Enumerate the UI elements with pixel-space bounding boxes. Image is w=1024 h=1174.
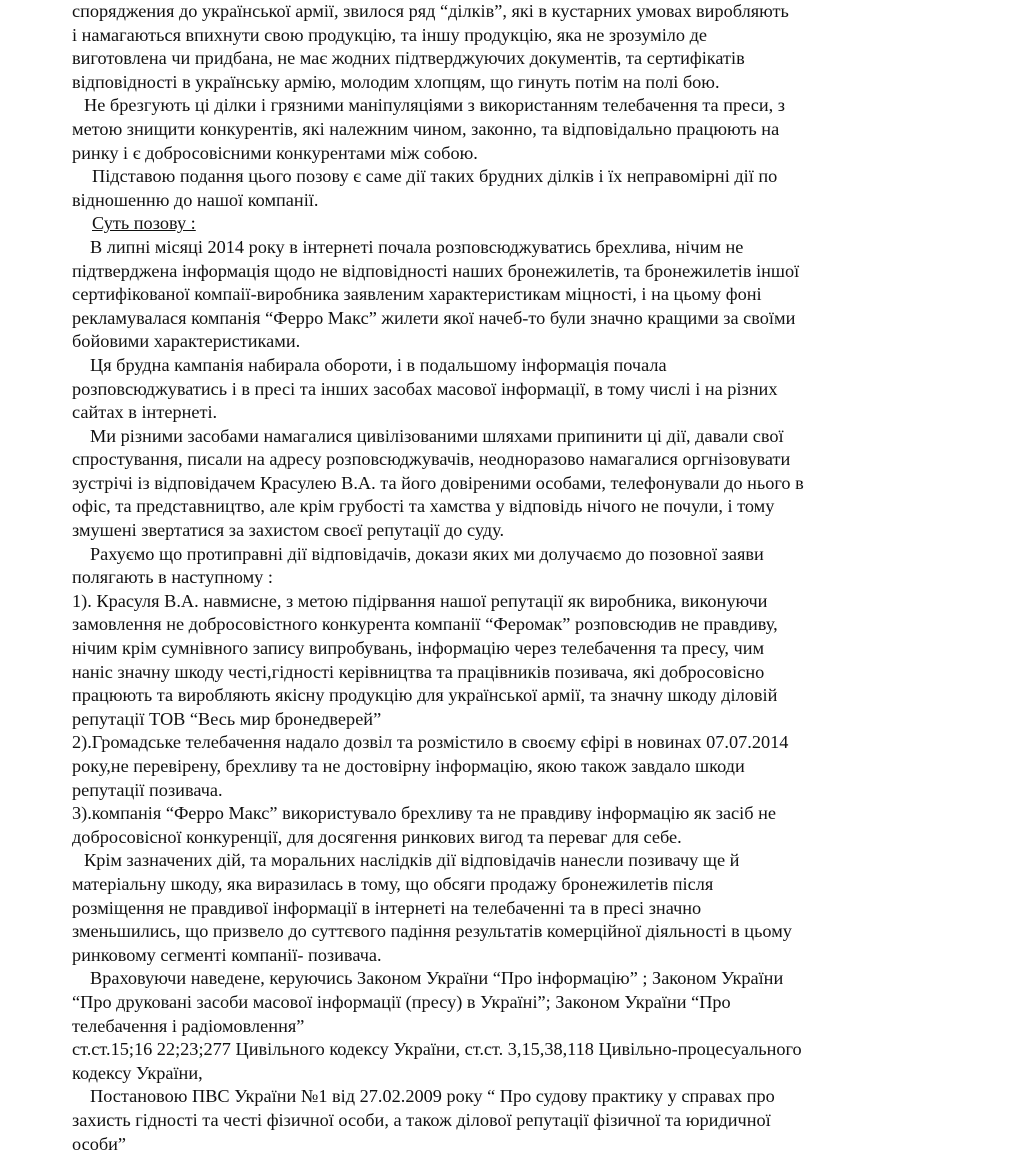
text-line: Ця брудна кампанія набирала обороти, і в подальшому інформація почала [90, 354, 667, 375]
text-line: кодексу України, [72, 1062, 203, 1083]
text-line: телебачення і радіомовлення” [72, 1015, 305, 1036]
text-line: “Про друковані засоби масової інформації (пресу) в Україні”; Законом України “Про [72, 991, 731, 1012]
text-line: матеріальну шкоду, яка виразилась в тому, що обсяги продажу бронежилетів після [72, 873, 714, 894]
text-line: нічим крім сумнівного запису випробувань, інформацію через телебачення та пресу, чим [72, 638, 765, 659]
text-line: репутації ТОВ “Весь мир бронедверей” [72, 708, 382, 729]
text-line: розповсюджуватись і в пресі та інших засобах масової інформації, в тому числі і на різних [72, 378, 778, 399]
text-line: сайтах в інтернеті. [72, 402, 218, 423]
text-line: Враховуючи наведене, керуючись Законом України “Про інформацію” ; Законом України [90, 968, 784, 989]
text-line: полягають в наступному : [72, 567, 273, 588]
list-item: 1). Красуля В.А. навмисне, з метою підірвання нашої репутації як виробника, виконуючи [72, 590, 768, 611]
document-body [72, 0, 972, 1156]
list-item: 3).компанія “Ферро Макс” використувало брехливу та не правдиву інформацію як засіб не [72, 803, 777, 824]
text-line: зменьшились, що призвело до суттєвого падіння результатів комерційної діяльності в цьому [72, 921, 792, 942]
text-line: ст.ст.15;16 22;23;277 Цивільного кодексу України, ст.ст. 3,15,38,118 Цивільно-процесуального [72, 1039, 802, 1060]
text-line: виготовлена чи придбана, не має жодних підтверджуючих документів, та сертифікатів [72, 48, 745, 69]
text-line: сертифікованої компаії-виробника заявленим характеристикам міцності, і на цьому фоні [72, 284, 762, 305]
text-line: Ми різними засобами намагалися цивілізованими шляхами припинити ці дії, давали свої [90, 425, 784, 446]
text-line: спростування, писали на адресу розповсюджувачів, неодноразово намагалися оргнізовувати [72, 449, 791, 470]
text-line: репутації позивача. [72, 779, 223, 800]
text-line: ринку і є добросовісними конкурентами між собою. [72, 142, 478, 163]
text-line: бойовими характеристиками. [72, 331, 301, 352]
text-line: зустрічі із відповідачем Красулею В.А. та його довіреними особами, телефонували до нього в [72, 472, 804, 493]
text-line: рекламувалася компанія “Ферро Макс” жилети якої начеб-то були значно кращими за своїми [72, 307, 796, 328]
text-line: відношенню до нашої компанії. [72, 189, 319, 210]
text-line: відповідності в українську армію, молодим хлопцям, що гинуть потім на полі бою. [72, 71, 720, 92]
text-line: підтверджена інформація щодо не відповідності наших бронежилетів, та бронежилетів іншої [72, 260, 800, 281]
text-line: розміщення не правдивої інформації в інтернеті на телебаченні та в пресі значно [72, 897, 702, 918]
text-line: року,не перевірену, брехливу та не достовірну інформацію, якою також завдало шкоди [72, 756, 745, 776]
text-line: офіс, та представництво, але крім грубості та хамства у відповідь нічого не почули, і тому [72, 496, 775, 517]
text-line: Рахуємо що протиправні дії відповідачів, докази яких ми долучаємо до позовної заяви [90, 543, 764, 564]
text-line: ринковому сегменті компанії- позивача. [72, 944, 382, 965]
text-line: В липні місяці 2014 року в інтернеті почала розповсюджуватись брехлива, нічим не [90, 236, 744, 257]
text-line: замовлення не добросовістного конкурента компанії “Феромак” розповсюдив не правдиву, [72, 614, 778, 635]
text-line: змушені звертатися за захистом своєї репутації до суду. [72, 520, 505, 541]
text-line: особи” [72, 1133, 127, 1154]
text-line: споряджения до української армії, звилося ряд “ділків”, які в кустарних умовах виробляють [72, 1, 789, 21]
text-line: добросовісної конкуренції, для досягення ринкових вигод та переваг для себе. [72, 826, 682, 847]
list-item: 2).Громадське телебачення надало дозвіл та розмістило в своєму єфірі в новинах 07.07.2014 [72, 732, 789, 753]
text-line: Крім зазначених дій, та моральних наслідків дії відповідачів нанесли позивачу ще й [84, 850, 740, 871]
text-line: захисть гідності та честі фізичної особи, а також ділової репутації фізичної та юридичної [72, 1109, 771, 1130]
text-line: метою знищити конкурентів, які належним чином, законно, та відповідально працюють на [72, 118, 780, 139]
text-line: і намагаються впихнути свою продукцію, та іншу продукцію, яка не зрозуміло де [72, 24, 708, 45]
text-line: Не брезгують ці ділки і грязними маніпуляціями з використанням телебачення та преси, з [84, 95, 785, 116]
text-line: Постановою ПВС України №1 від 27.02.2009 року “ Про судову практику у справах про [90, 1086, 775, 1107]
text-line: Підставою подання цього позову є саме дії таких брудних ділків і їх неправомірні дії по [92, 166, 778, 187]
text-line: наніс значну шкоду честі,гідності керівництва та працівників позивача, які добросовісно [72, 661, 765, 682]
text-line: працюють та виробляють якісну продукцію для української армії, та значну шкоду діловій [72, 685, 778, 706]
section-heading-text: Суть позову : [92, 213, 196, 234]
section-heading [72, 212, 972, 236]
